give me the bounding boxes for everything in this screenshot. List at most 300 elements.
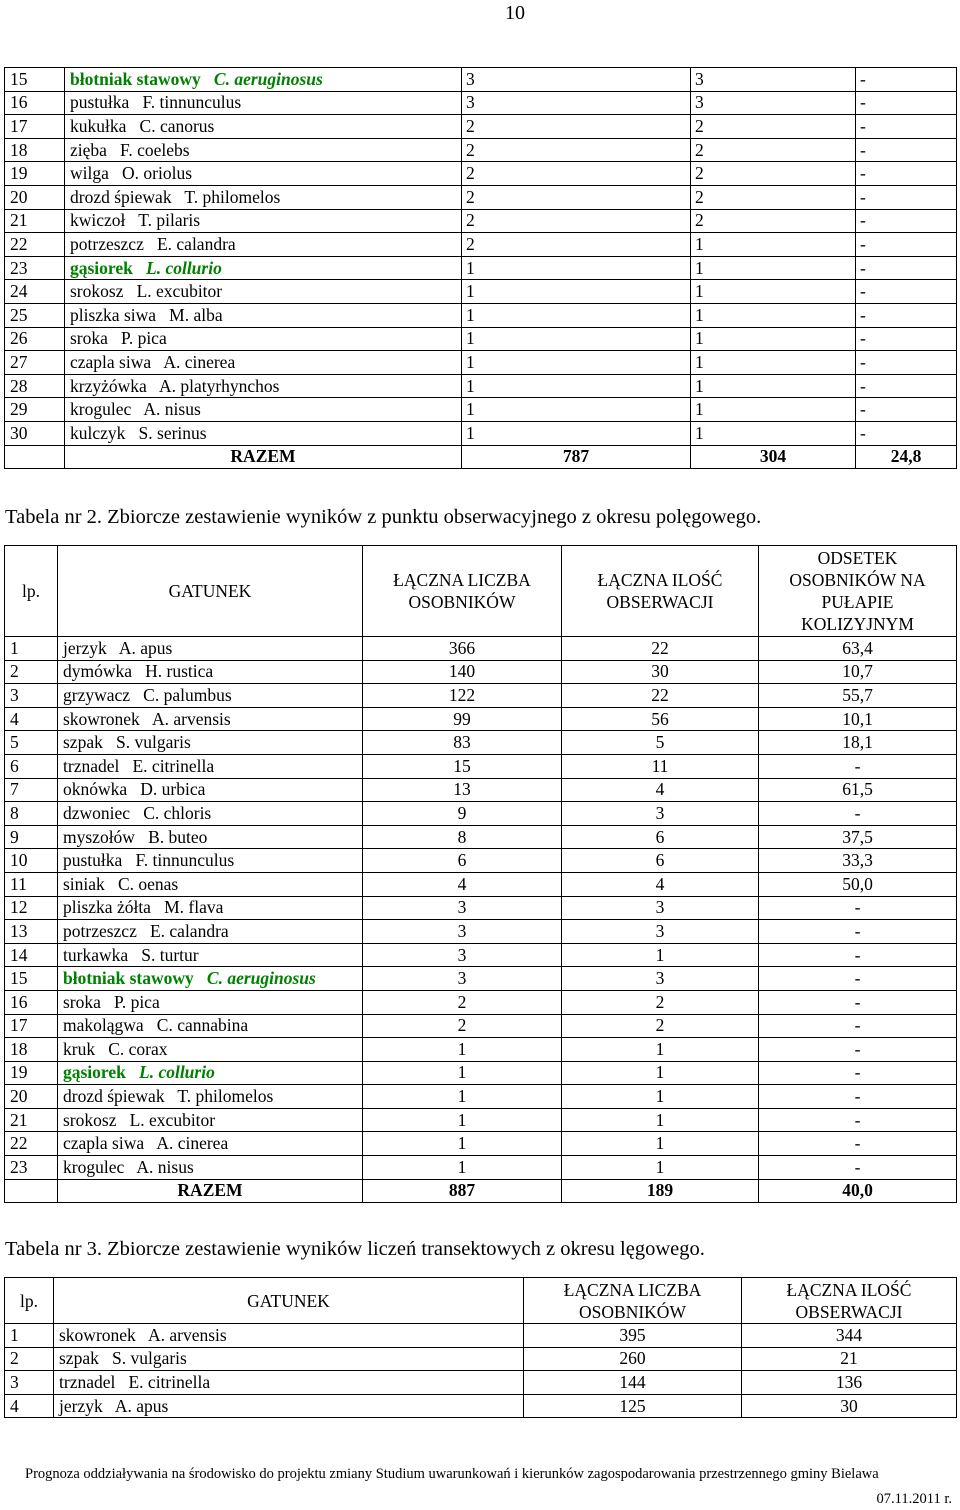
value-a: 395 <box>524 1324 742 1348</box>
table-row <box>5 967 957 991</box>
species-cell <box>65 162 462 186</box>
species-cell <box>58 1108 363 1132</box>
table-row <box>5 825 957 849</box>
table-row <box>5 1108 957 1132</box>
species-cell <box>65 256 462 280</box>
species-latin: C. chloris <box>143 802 212 823</box>
value-c: - <box>759 1061 957 1085</box>
observation-point-table <box>4 545 957 1203</box>
species-latin: P. pica <box>121 328 167 349</box>
value-b: 344 <box>742 1324 957 1348</box>
species-cell <box>58 684 363 708</box>
value-c: - <box>856 162 957 186</box>
header-observations: ŁĄCZNA ILOŚĆ OBSERWACJI <box>742 1278 957 1324</box>
value-c: - <box>759 1156 957 1180</box>
total-label: RAZEM <box>65 445 462 469</box>
table2-caption: Tabela nr 2. Zbiorcze zestawienie wyników z punktu obserwacyjnego z okresu polęgowego. <box>5 506 762 528</box>
header-species: GATUNEK <box>58 546 363 637</box>
row-number: 12 <box>5 896 58 920</box>
value-b: 1 <box>691 303 856 327</box>
value-b: 1 <box>691 374 856 398</box>
species-cell <box>58 1014 363 1038</box>
table-row <box>5 731 957 755</box>
row-number: 3 <box>5 684 58 708</box>
species-cell <box>58 1061 363 1085</box>
value-c: - <box>856 91 957 115</box>
row-number: 15 <box>5 967 58 991</box>
table-row <box>5 398 957 422</box>
species-cell <box>65 351 462 375</box>
species-latin: C. canorus <box>139 115 215 136</box>
species-cell <box>54 1394 524 1418</box>
species-cell <box>58 1038 363 1062</box>
value-a: 1 <box>462 374 691 398</box>
value-a: 9 <box>363 802 562 826</box>
row-number: 20 <box>5 1085 58 1109</box>
value-a: 6 <box>363 849 562 873</box>
row-number: 30 <box>5 421 65 445</box>
species-cell <box>54 1371 524 1395</box>
value-a: 2 <box>462 209 691 233</box>
species-cell <box>58 896 363 920</box>
value-b: 1 <box>562 1085 759 1109</box>
table-row <box>5 1371 957 1395</box>
value-c: - <box>759 802 957 826</box>
row-number: 23 <box>5 256 65 280</box>
value-c: - <box>759 1014 957 1038</box>
species-cell <box>65 280 462 304</box>
value-a: 1 <box>462 256 691 280</box>
species-latin: C. aeruginosus <box>206 968 316 989</box>
value-b: 1 <box>562 1038 759 1062</box>
value-c: 55,7 <box>759 684 957 708</box>
species-cell <box>58 1132 363 1156</box>
value-c: - <box>856 421 957 445</box>
table-row <box>5 1061 957 1085</box>
species-cell <box>58 778 363 802</box>
species-name: krzyżówka <box>70 375 147 396</box>
species-cell <box>65 398 462 422</box>
species-cell <box>58 802 363 826</box>
table-row <box>5 1156 957 1180</box>
page-number: 10 <box>505 2 525 24</box>
species-latin: S. vulgaris <box>111 1348 187 1369</box>
total-b: 189 <box>562 1179 759 1203</box>
species-name: kruk <box>63 1038 96 1059</box>
species-table-continued <box>4 67 957 469</box>
value-a: 2 <box>462 138 691 162</box>
value-a: 1 <box>363 1061 562 1085</box>
species-name: kukułka <box>70 115 127 136</box>
table-row <box>5 115 957 139</box>
value-c: - <box>856 303 957 327</box>
row-number: 15 <box>5 68 65 92</box>
species-name: wilga <box>70 163 109 184</box>
table-row <box>5 943 957 967</box>
species-latin: H. rustica <box>145 661 214 682</box>
value-c: 50,0 <box>759 872 957 896</box>
value-c: - <box>759 990 957 1014</box>
row-number: 13 <box>5 920 58 944</box>
value-a: 2 <box>462 115 691 139</box>
value-c: - <box>759 1132 957 1156</box>
value-b: 1 <box>691 233 856 257</box>
species-latin: S. turtur <box>141 944 199 965</box>
table-row <box>5 660 957 684</box>
table-row <box>5 802 957 826</box>
value-a: 1 <box>462 303 691 327</box>
transect-table <box>4 1277 957 1418</box>
value-b: 3 <box>691 91 856 115</box>
row-number: 11 <box>5 872 58 896</box>
total-c: 40,0 <box>759 1179 957 1203</box>
value-c: - <box>759 754 957 778</box>
value-b: 2 <box>691 185 856 209</box>
species-cell <box>58 660 363 684</box>
species-name: krogulec <box>63 1156 125 1177</box>
table-row <box>5 872 957 896</box>
species-latin: C. oenas <box>117 873 179 894</box>
species-name: dymówka <box>63 661 133 682</box>
species-name: pustułka <box>63 850 123 871</box>
species-cell <box>65 138 462 162</box>
value-c: 10,7 <box>759 660 957 684</box>
species-latin: F. tinnunculus <box>135 850 235 871</box>
species-cell <box>58 990 363 1014</box>
row-number: 17 <box>5 115 65 139</box>
value-b: 1 <box>562 1061 759 1085</box>
table-row <box>5 185 957 209</box>
species-cell <box>58 731 363 755</box>
row-number: 18 <box>5 138 65 162</box>
species-latin: L. collurio <box>139 1062 215 1083</box>
table-row <box>5 896 957 920</box>
value-a: 2 <box>462 233 691 257</box>
value-a: 1 <box>462 327 691 351</box>
value-b: 1 <box>691 280 856 304</box>
species-name: siniak <box>63 873 105 894</box>
species-name: czapla siwa <box>70 351 152 372</box>
value-b: 6 <box>562 849 759 873</box>
value-c: - <box>759 1038 957 1062</box>
row-number: 27 <box>5 351 65 375</box>
species-latin: E. citrinella <box>128 1371 211 1392</box>
table-row <box>5 91 957 115</box>
species-cell <box>58 825 363 849</box>
species-latin: T. pilaris <box>138 210 201 231</box>
species-name: pliszka żółta <box>63 897 151 918</box>
species-cell <box>58 849 363 873</box>
value-a: 2 <box>462 162 691 186</box>
value-c: 37,5 <box>759 825 957 849</box>
table-row <box>5 1014 957 1038</box>
value-b: 1 <box>691 327 856 351</box>
value-a: 3 <box>363 943 562 967</box>
species-name: czapla siwa <box>63 1133 145 1154</box>
species-name: jerzyk <box>59 1395 103 1416</box>
species-name: myszołów <box>63 826 135 847</box>
total-empty <box>5 445 65 469</box>
header-collision-percent: ODSETEK OSOBNIKÓW NA PUŁAPIE KOLIZYJNYM <box>759 546 957 637</box>
value-a: 1 <box>363 1156 562 1180</box>
total-a: 787 <box>462 445 691 469</box>
species-latin: M. alba <box>169 304 223 325</box>
value-b: 2 <box>562 990 759 1014</box>
species-latin: A. apus <box>118 637 173 658</box>
row-number: 4 <box>5 1394 54 1418</box>
value-c: - <box>856 185 957 209</box>
table-row <box>5 280 957 304</box>
species-cell <box>58 1085 363 1109</box>
table-row <box>5 209 957 233</box>
species-cell <box>65 233 462 257</box>
species-name: srokosz <box>63 1109 117 1130</box>
species-name: szpak <box>59 1348 99 1369</box>
species-name: krogulec <box>70 399 132 420</box>
value-a: 3 <box>462 68 691 92</box>
value-c: - <box>856 374 957 398</box>
total-empty <box>5 1179 58 1203</box>
species-latin: D. urbica <box>140 779 206 800</box>
row-number: 3 <box>5 1371 54 1395</box>
row-number: 2 <box>5 1347 54 1371</box>
table-row <box>5 754 957 778</box>
header-lp: lp. <box>5 1278 54 1324</box>
value-a: 125 <box>524 1394 742 1418</box>
header-lp: lp. <box>5 546 58 637</box>
species-cell <box>65 185 462 209</box>
value-b: 2 <box>691 209 856 233</box>
species-name: makolągwa <box>63 1015 144 1036</box>
row-number: 10 <box>5 849 58 873</box>
value-b: 3 <box>691 68 856 92</box>
species-name: szpak <box>63 732 103 753</box>
value-c: - <box>759 896 957 920</box>
species-name: srokosz <box>70 281 124 302</box>
species-name: dzwoniec <box>63 802 131 823</box>
value-b: 3 <box>562 967 759 991</box>
value-b: 1 <box>691 351 856 375</box>
value-c: 10,1 <box>759 707 957 731</box>
table-row <box>5 920 957 944</box>
value-a: 8 <box>363 825 562 849</box>
value-b: 3 <box>562 896 759 920</box>
species-latin: L. excubitor <box>129 1109 216 1130</box>
row-number: 7 <box>5 778 58 802</box>
species-cell <box>65 91 462 115</box>
value-c: - <box>856 138 957 162</box>
species-name: błotniak stawowy <box>70 68 201 89</box>
species-cell <box>65 68 462 92</box>
species-cell <box>58 637 363 661</box>
species-name: grzywacz <box>63 684 131 705</box>
row-number: 21 <box>5 209 65 233</box>
species-name: trznadel <box>59 1371 116 1392</box>
row-number: 21 <box>5 1108 58 1132</box>
document-date: 07.11.2011 r. <box>876 1491 952 1507</box>
row-number: 8 <box>5 802 58 826</box>
value-c: - <box>856 398 957 422</box>
value-c: - <box>759 1085 957 1109</box>
value-a: 3 <box>363 967 562 991</box>
header-species: GATUNEK <box>54 1278 524 1324</box>
row-number: 26 <box>5 327 65 351</box>
species-name: potrzeszcz <box>70 233 144 254</box>
row-number: 18 <box>5 1038 58 1062</box>
value-b: 1 <box>562 1156 759 1180</box>
value-b: 1 <box>691 398 856 422</box>
total-row <box>5 445 957 469</box>
table-row <box>5 1132 957 1156</box>
value-a: 1 <box>363 1038 562 1062</box>
species-cell <box>58 967 363 991</box>
value-c: - <box>759 1108 957 1132</box>
species-latin: S. vulgaris <box>115 732 191 753</box>
value-a: 144 <box>524 1371 742 1395</box>
species-latin: A. apus <box>114 1395 169 1416</box>
value-c: 33,3 <box>759 849 957 873</box>
species-cell <box>58 1156 363 1180</box>
species-latin: T. philomelos <box>184 186 281 207</box>
species-cell <box>54 1324 524 1348</box>
species-name: oknówka <box>63 779 128 800</box>
species-cell <box>65 327 462 351</box>
value-c: - <box>856 233 957 257</box>
species-cell <box>58 754 363 778</box>
species-name: kwiczoł <box>70 210 126 231</box>
row-number: 6 <box>5 754 58 778</box>
value-a: 1 <box>462 421 691 445</box>
species-cell <box>58 872 363 896</box>
value-b: 2 <box>691 162 856 186</box>
value-c: - <box>856 327 957 351</box>
header-count: ŁĄCZNA LICZBA OSOBNIKÓW <box>363 546 562 637</box>
row-number: 25 <box>5 303 65 327</box>
value-c: - <box>856 256 957 280</box>
species-latin: L. excubitor <box>136 281 223 302</box>
value-a: 3 <box>363 920 562 944</box>
value-c: - <box>856 351 957 375</box>
total-row <box>5 1179 957 1203</box>
species-cell <box>65 303 462 327</box>
value-a: 3 <box>462 91 691 115</box>
value-b: 30 <box>562 660 759 684</box>
table-row <box>5 256 957 280</box>
value-b: 1 <box>562 1108 759 1132</box>
row-number: 24 <box>5 280 65 304</box>
value-b: 22 <box>562 684 759 708</box>
value-a: 1 <box>363 1132 562 1156</box>
species-latin: F. tinnunculus <box>142 92 242 113</box>
value-b: 136 <box>742 1371 957 1395</box>
document-footer: Prognoza oddziaływania na środowisko do projektu zmiany Studium uwarunkowań i kierunków zagospodarowania przestrzennego gminy Bielawa <box>25 1466 879 1482</box>
total-label: RAZEM <box>58 1179 363 1203</box>
row-number: 16 <box>5 91 65 115</box>
species-cell <box>65 421 462 445</box>
table-row <box>5 303 957 327</box>
species-name: kulczyk <box>70 422 126 443</box>
species-latin: O. oriolus <box>122 163 193 184</box>
value-c: - <box>856 115 957 139</box>
row-number: 5 <box>5 731 58 755</box>
value-a: 260 <box>524 1347 742 1371</box>
value-b: 1 <box>691 421 856 445</box>
species-latin: E. citrinella <box>132 755 215 776</box>
species-latin: E. calandra <box>156 233 236 254</box>
species-cell <box>58 943 363 967</box>
row-number: 16 <box>5 990 58 1014</box>
value-a: 1 <box>462 280 691 304</box>
total-c: 24,8 <box>856 445 957 469</box>
value-a: 13 <box>363 778 562 802</box>
species-latin: C. palumbus <box>143 684 232 705</box>
table-row <box>5 138 957 162</box>
table-row <box>5 1324 957 1348</box>
row-number: 17 <box>5 1014 58 1038</box>
species-name: gąsiorek <box>63 1062 126 1083</box>
value-c: 18,1 <box>759 731 957 755</box>
value-c: - <box>856 68 957 92</box>
species-latin: A. platyrhynchos <box>158 375 280 396</box>
species-latin: A. nisus <box>136 1156 194 1177</box>
value-a: 3 <box>363 896 562 920</box>
table-row <box>5 849 957 873</box>
species-cell <box>58 707 363 731</box>
table-row <box>5 374 957 398</box>
species-cell <box>65 115 462 139</box>
table-row <box>5 990 957 1014</box>
species-name: pliszka siwa <box>70 304 157 325</box>
value-b: 3 <box>562 920 759 944</box>
species-latin: A. cinerea <box>163 351 236 372</box>
species-name: drozd śpiewak <box>63 1086 165 1107</box>
value-a: 366 <box>363 637 562 661</box>
table-row <box>5 1038 957 1062</box>
table-row <box>5 1347 957 1371</box>
value-b: 4 <box>562 872 759 896</box>
species-name: drozd śpiewak <box>70 186 172 207</box>
value-c: 63,4 <box>759 637 957 661</box>
row-number: 22 <box>5 1132 58 1156</box>
species-cell <box>54 1347 524 1371</box>
species-name: pustułka <box>70 92 130 113</box>
value-a: 1 <box>462 351 691 375</box>
row-number: 23 <box>5 1156 58 1180</box>
value-a: 1 <box>363 1108 562 1132</box>
species-latin: T. philomelos <box>177 1086 274 1107</box>
value-b: 6 <box>562 825 759 849</box>
value-a: 99 <box>363 707 562 731</box>
species-name: skowronek <box>59 1324 136 1345</box>
row-number: 9 <box>5 825 58 849</box>
value-a: 2 <box>363 990 562 1014</box>
value-b: 1 <box>562 1132 759 1156</box>
row-number: 1 <box>5 637 58 661</box>
row-number: 1 <box>5 1324 54 1348</box>
value-b: 2 <box>691 115 856 139</box>
species-name: sroka <box>63 991 101 1012</box>
value-b: 4 <box>562 778 759 802</box>
table-row <box>5 778 957 802</box>
header-observations: ŁĄCZNA ILOŚĆ OBSERWACJI <box>562 546 759 637</box>
species-name: potrzeszcz <box>63 920 137 941</box>
species-latin: C. corax <box>108 1038 168 1059</box>
value-b: 2 <box>562 1014 759 1038</box>
row-number: 4 <box>5 707 58 731</box>
value-c: - <box>759 967 957 991</box>
species-cell <box>65 209 462 233</box>
species-latin: A. arvensis <box>147 1324 227 1345</box>
